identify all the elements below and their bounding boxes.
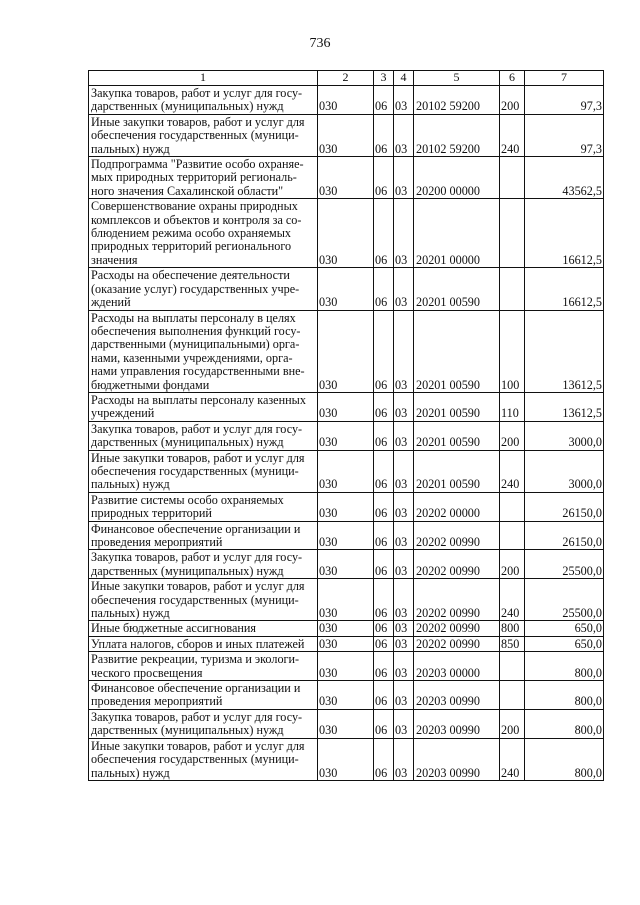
row-name-line: природных территорий регионального bbox=[91, 239, 292, 254]
row-name-line: обеспечения государственных (муници- bbox=[91, 463, 299, 478]
row-name-line: Расходы на обеспечение деятельности bbox=[91, 268, 290, 283]
row-name-cell bbox=[89, 681, 318, 710]
table-row bbox=[89, 421, 604, 450]
table-row bbox=[89, 579, 604, 621]
column-header: 7 bbox=[525, 71, 604, 86]
target-article-cell: 20203 00990 bbox=[414, 738, 500, 780]
row-name-line: ждений bbox=[91, 295, 131, 310]
admin-code-cell: 030 bbox=[318, 681, 374, 710]
row-name-line: обеспечения государственных (муници- bbox=[91, 592, 299, 607]
expense-type-cell: 200 bbox=[500, 421, 525, 450]
section-cell: 06 bbox=[374, 268, 394, 310]
row-name-line: Развитие рекреации, туризма и экологи- bbox=[91, 652, 300, 667]
subsection-cell: 03 bbox=[394, 86, 414, 115]
target-article-cell: 20202 00990 bbox=[414, 621, 500, 636]
subsection-cell: 03 bbox=[394, 709, 414, 738]
table-row bbox=[89, 114, 604, 156]
table-row bbox=[89, 157, 604, 199]
amount-cell: 3000,0 bbox=[525, 421, 604, 450]
section-cell: 06 bbox=[374, 579, 394, 621]
target-article-cell: 20202 00990 bbox=[414, 579, 500, 621]
column-header: 5 bbox=[414, 71, 500, 86]
row-name-line: дарственных (муниципальных) нужд bbox=[91, 563, 284, 578]
target-article-cell: 20202 00990 bbox=[414, 636, 500, 651]
row-name-line: проведения мероприятий bbox=[91, 694, 223, 709]
table-row bbox=[89, 709, 604, 738]
admin-code-cell: 030 bbox=[318, 450, 374, 492]
expense-type-cell: 200 bbox=[500, 709, 525, 738]
table-row bbox=[89, 450, 604, 492]
row-name-line: нами управления государственными вне- bbox=[91, 364, 305, 379]
section-cell: 06 bbox=[374, 114, 394, 156]
target-article-cell: 20201 00000 bbox=[414, 199, 500, 268]
section-cell: 06 bbox=[374, 421, 394, 450]
page-number: 736 bbox=[309, 36, 331, 51]
row-name-line: блюдением режима особо охраняемых bbox=[91, 226, 291, 241]
row-name-line: Закупка товаров, работ и услуг для госу- bbox=[91, 86, 303, 100]
subsection-cell: 03 bbox=[394, 157, 414, 199]
target-article-cell: 20102 59200 bbox=[414, 86, 500, 115]
target-article-cell: 20202 00990 bbox=[414, 550, 500, 579]
admin-code-cell: 030 bbox=[318, 621, 374, 636]
row-name-line: мых природных территорий региональ- bbox=[91, 170, 297, 185]
amount-cell: 13612,5 bbox=[525, 392, 604, 421]
row-name-line: Закупка товаров, работ и услуг для госу- bbox=[91, 550, 303, 565]
subsection-cell: 03 bbox=[394, 450, 414, 492]
admin-code-cell: 030 bbox=[318, 421, 374, 450]
section-cell: 06 bbox=[374, 310, 394, 392]
expense-type-cell bbox=[500, 268, 525, 310]
table-row bbox=[89, 621, 604, 636]
row-name-line: Иные бюджетные ассигнования bbox=[91, 621, 257, 636]
expense-type-cell bbox=[500, 492, 525, 521]
column-header: 4 bbox=[394, 71, 414, 86]
row-name-line: значения bbox=[91, 252, 138, 267]
table-row bbox=[89, 681, 604, 710]
table-row bbox=[89, 492, 604, 521]
column-header: 3 bbox=[374, 71, 394, 86]
row-name-cell bbox=[89, 114, 318, 156]
row-name-line: Расходы на выплаты персоналу в целях bbox=[91, 310, 296, 325]
row-name-line: Иные закупки товаров, работ и услуг для bbox=[91, 450, 305, 465]
target-article-cell: 20202 00990 bbox=[414, 521, 500, 550]
admin-code-cell: 030 bbox=[318, 114, 374, 156]
target-article-cell: 20201 00590 bbox=[414, 421, 500, 450]
target-article-cell: 20201 00590 bbox=[414, 392, 500, 421]
admin-code-cell: 030 bbox=[318, 86, 374, 115]
column-header: 2 bbox=[318, 71, 374, 86]
column-header: 1 bbox=[89, 71, 318, 86]
target-article-cell: 20201 00590 bbox=[414, 310, 500, 392]
admin-code-cell: 030 bbox=[318, 636, 374, 651]
row-name-line: бюджетными фондами bbox=[91, 377, 210, 392]
expense-type-cell bbox=[500, 157, 525, 199]
row-name-line: пальных) нужд bbox=[91, 477, 170, 492]
row-name-line: обеспечения выполнения функций госу- bbox=[91, 323, 301, 338]
section-cell: 06 bbox=[374, 492, 394, 521]
section-cell: 06 bbox=[374, 86, 394, 115]
row-name-cell bbox=[89, 450, 318, 492]
row-name-line: проведения мероприятий bbox=[91, 535, 223, 549]
row-name-cell bbox=[89, 521, 318, 550]
column-header: 6 bbox=[500, 71, 525, 86]
admin-code-cell: 030 bbox=[318, 392, 374, 421]
expense-type-cell: 240 bbox=[500, 450, 525, 492]
row-name-line: комплексов и объектов и контроля за со- bbox=[91, 212, 302, 227]
row-name-line: обеспечения государственных (муници- bbox=[91, 128, 299, 143]
subsection-cell: 03 bbox=[394, 636, 414, 651]
row-name-cell bbox=[89, 268, 318, 310]
row-name-cell bbox=[89, 636, 318, 651]
amount-cell: 650,0 bbox=[525, 621, 604, 636]
amount-cell: 16612,5 bbox=[525, 199, 604, 268]
expense-type-cell: 200 bbox=[500, 550, 525, 579]
table-row bbox=[89, 521, 604, 550]
row-name-line: ческого просвещения bbox=[91, 665, 203, 680]
subsection-cell: 03 bbox=[394, 199, 414, 268]
header-row bbox=[89, 71, 604, 86]
subsection-cell: 03 bbox=[394, 114, 414, 156]
admin-code-cell: 030 bbox=[318, 157, 374, 199]
expense-type-cell: 100 bbox=[500, 310, 525, 392]
amount-cell: 3000,0 bbox=[525, 450, 604, 492]
row-name-cell bbox=[89, 652, 318, 681]
row-name-cell bbox=[89, 492, 318, 521]
row-name-cell bbox=[89, 738, 318, 780]
expense-type-cell: 850 bbox=[500, 636, 525, 651]
admin-code-cell: 030 bbox=[318, 310, 374, 392]
amount-cell: 26150,0 bbox=[525, 492, 604, 521]
amount-cell: 25500,0 bbox=[525, 579, 604, 621]
target-article-cell: 20203 00990 bbox=[414, 681, 500, 710]
row-name-line: пальных) нужд bbox=[91, 765, 170, 780]
expense-type-cell: 200 bbox=[500, 86, 525, 115]
target-article-cell: 20102 59200 bbox=[414, 114, 500, 156]
row-name-cell bbox=[89, 157, 318, 199]
row-name-cell bbox=[89, 550, 318, 579]
row-name-line: Развитие системы особо охраняемых bbox=[91, 492, 284, 507]
admin-code-cell: 030 bbox=[318, 199, 374, 268]
section-cell: 06 bbox=[374, 738, 394, 780]
row-name-line: Расходы на выплаты персоналу казенных bbox=[91, 392, 306, 407]
target-article-cell: 20201 00590 bbox=[414, 450, 500, 492]
row-name-line: Закупка товаров, работ и услуг для госу- bbox=[91, 709, 303, 724]
row-name-line: природных территорий bbox=[91, 506, 212, 521]
row-name-cell bbox=[89, 579, 318, 621]
section-cell: 06 bbox=[374, 709, 394, 738]
subsection-cell: 03 bbox=[394, 392, 414, 421]
target-article-cell: 20203 00000 bbox=[414, 652, 500, 681]
row-name-line: дарственных (муниципальных) нужд bbox=[91, 435, 284, 450]
row-name-line: Подпрограмма "Развитие особо охраняе- bbox=[91, 157, 304, 172]
amount-cell: 97,3 bbox=[525, 86, 604, 115]
row-name-line: учреждений bbox=[91, 406, 155, 421]
target-article-cell: 20200 00000 bbox=[414, 157, 500, 199]
expense-type-cell: 240 bbox=[500, 579, 525, 621]
amount-cell: 650,0 bbox=[525, 636, 604, 651]
table-body bbox=[89, 86, 604, 781]
row-name-line: дарственных (муниципальных) нужд bbox=[91, 723, 284, 738]
table-row bbox=[89, 86, 604, 115]
expense-type-cell bbox=[500, 521, 525, 550]
subsection-cell: 03 bbox=[394, 621, 414, 636]
row-name-line: Финансовое обеспечение организации и bbox=[91, 681, 301, 696]
table-row bbox=[89, 268, 604, 310]
row-name-line: Иные закупки товаров, работ и услуг для bbox=[91, 114, 305, 129]
amount-cell: 800,0 bbox=[525, 652, 604, 681]
amount-cell: 97,3 bbox=[525, 114, 604, 156]
row-name-cell bbox=[89, 392, 318, 421]
row-name-line: Уплата налогов, сборов и иных платежей bbox=[91, 636, 305, 651]
target-article-cell: 20203 00990 bbox=[414, 709, 500, 738]
admin-code-cell: 030 bbox=[318, 652, 374, 681]
admin-code-cell: 030 bbox=[318, 268, 374, 310]
target-article-cell: 20201 00590 bbox=[414, 268, 500, 310]
row-name-line: обеспечения государственных (муници- bbox=[91, 752, 299, 767]
subsection-cell: 03 bbox=[394, 521, 414, 550]
subsection-cell: 03 bbox=[394, 421, 414, 450]
section-cell: 06 bbox=[374, 157, 394, 199]
table-row bbox=[89, 550, 604, 579]
row-name-cell bbox=[89, 86, 318, 115]
table-row bbox=[89, 310, 604, 392]
row-name-line: дарственных (муниципальных) нужд bbox=[91, 99, 284, 114]
subsection-cell: 03 bbox=[394, 652, 414, 681]
table-row bbox=[89, 392, 604, 421]
admin-code-cell: 030 bbox=[318, 738, 374, 780]
row-name-cell bbox=[89, 709, 318, 738]
admin-code-cell: 030 bbox=[318, 521, 374, 550]
amount-cell: 25500,0 bbox=[525, 550, 604, 579]
amount-cell: 800,0 bbox=[525, 681, 604, 710]
target-article-cell: 20202 00000 bbox=[414, 492, 500, 521]
amount-cell: 16612,5 bbox=[525, 268, 604, 310]
row-name-line: Совершенствование охраны природных bbox=[91, 199, 298, 214]
section-cell: 06 bbox=[374, 450, 394, 492]
row-name-cell bbox=[89, 621, 318, 636]
row-name-line: Финансовое обеспечение организации и bbox=[91, 521, 301, 536]
amount-cell: 43562,5 bbox=[525, 157, 604, 199]
admin-code-cell: 030 bbox=[318, 550, 374, 579]
row-name-line: пальных) нужд bbox=[91, 606, 170, 621]
section-cell: 06 bbox=[374, 652, 394, 681]
subsection-cell: 03 bbox=[394, 681, 414, 710]
expense-type-cell: 800 bbox=[500, 621, 525, 636]
expense-type-cell bbox=[500, 681, 525, 710]
row-name-line: нами, казенными учреждениями, орга- bbox=[91, 350, 293, 365]
subsection-cell: 03 bbox=[394, 550, 414, 579]
table-row bbox=[89, 738, 604, 780]
table-row bbox=[89, 199, 604, 268]
amount-cell: 26150,0 bbox=[525, 521, 604, 550]
table-row bbox=[89, 652, 604, 681]
section-cell: 06 bbox=[374, 521, 394, 550]
section-cell: 06 bbox=[374, 392, 394, 421]
row-name-line: Закупка товаров, работ и услуг для госу- bbox=[91, 421, 303, 436]
row-name-cell bbox=[89, 199, 318, 268]
expense-type-cell bbox=[500, 199, 525, 268]
subsection-cell: 03 bbox=[394, 738, 414, 780]
admin-code-cell: 030 bbox=[318, 709, 374, 738]
subsection-cell: 03 bbox=[394, 268, 414, 310]
row-name-line: дарственными (муниципальными) орга- bbox=[91, 337, 300, 352]
expense-type-cell: 110 bbox=[500, 392, 525, 421]
row-name-cell bbox=[89, 310, 318, 392]
amount-cell: 13612,5 bbox=[525, 310, 604, 392]
subsection-cell: 03 bbox=[394, 492, 414, 521]
subsection-cell: 03 bbox=[394, 310, 414, 392]
section-cell: 06 bbox=[374, 681, 394, 710]
expense-type-cell: 240 bbox=[500, 738, 525, 780]
expense-type-cell: 240 bbox=[500, 114, 525, 156]
row-name-line: ного значения Сахалинской области" bbox=[91, 183, 284, 198]
row-name-line: пальных) нужд bbox=[91, 141, 170, 156]
admin-code-cell: 030 bbox=[318, 579, 374, 621]
section-cell: 06 bbox=[374, 199, 394, 268]
section-cell: 06 bbox=[374, 550, 394, 579]
row-name-line: Иные закупки товаров, работ и услуг для bbox=[91, 579, 305, 594]
section-cell: 06 bbox=[374, 621, 394, 636]
amount-cell: 800,0 bbox=[525, 738, 604, 780]
row-name-line: (оказание услуг) государственных учре- bbox=[91, 281, 300, 296]
row-name-line: Иные закупки товаров, работ и услуг для bbox=[91, 738, 305, 753]
expense-type-cell bbox=[500, 652, 525, 681]
section-cell: 06 bbox=[374, 636, 394, 651]
row-name-cell bbox=[89, 421, 318, 450]
subsection-cell: 03 bbox=[394, 579, 414, 621]
table-row bbox=[89, 636, 604, 651]
amount-cell: 800,0 bbox=[525, 709, 604, 738]
budget-table bbox=[88, 70, 604, 781]
admin-code-cell: 030 bbox=[318, 492, 374, 521]
